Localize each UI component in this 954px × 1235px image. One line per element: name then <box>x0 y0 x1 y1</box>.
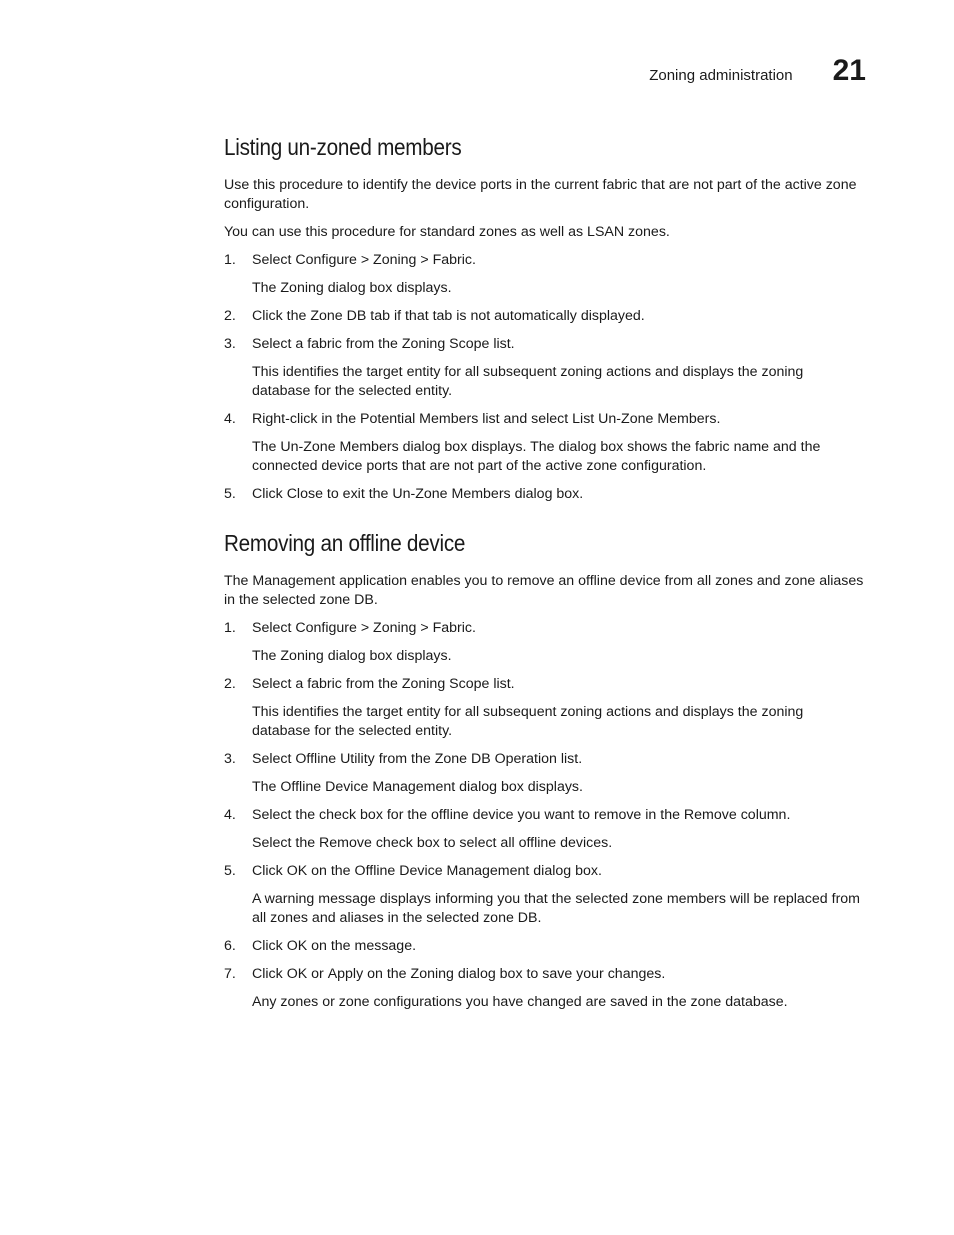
step-text <box>252 862 602 881</box>
step-line <box>224 251 864 270</box>
step-line <box>224 937 864 956</box>
step-text <box>252 806 790 825</box>
text-run: Click <box>252 938 287 954</box>
text-run: from the <box>374 751 435 767</box>
step-result-note <box>252 703 864 741</box>
step-result-note <box>252 279 864 298</box>
text-run: The <box>252 779 281 795</box>
step-number: 2. <box>224 676 236 692</box>
step-line <box>224 750 864 769</box>
procedure-step <box>224 675 864 741</box>
step-number: 5. <box>224 486 236 502</box>
text-run: Select <box>252 751 296 767</box>
ui-term: OK <box>286 863 308 879</box>
text-run: Click <box>252 966 287 982</box>
step-result-note <box>252 890 864 928</box>
ui-term: Un-Zone Members <box>280 439 399 455</box>
procedure-step <box>224 937 864 956</box>
step-number: 1. <box>224 252 236 268</box>
text-run: dialog box displays. <box>323 648 452 664</box>
step-result-note <box>252 993 864 1012</box>
text-run: Select the check box for the offline device you want to remove in the <box>252 807 684 823</box>
text-run: check box to select all offline devices. <box>371 835 613 851</box>
ui-term: Zone DB <box>310 308 367 324</box>
procedure-steps <box>224 251 864 504</box>
step-number: 7. <box>224 966 236 982</box>
text-run: Select a fabric from the <box>252 676 402 692</box>
procedure-step <box>224 806 864 853</box>
step-number: 3. <box>224 336 236 352</box>
step-text <box>252 750 582 769</box>
ui-term: Zoning <box>280 648 324 664</box>
step-text <box>252 335 515 354</box>
header-section-title: Zoning administration <box>649 67 793 84</box>
text-run: Select <box>252 252 296 268</box>
text-run: This identifies the target entity for all subsequent zoning actions and displays the zoning database for the selected entity. <box>252 364 804 399</box>
text-run: tab if that tab is not automatically displayed. <box>366 308 645 324</box>
text-run: or <box>307 966 328 982</box>
text-run: Click the <box>252 308 311 324</box>
procedure-step <box>224 485 864 504</box>
step-text <box>252 937 416 956</box>
ui-term: Remove <box>319 835 372 851</box>
header-chapter-number: 21 <box>832 54 866 87</box>
text-run: Any zones or zone configurations you have changed are saved in the zone database. <box>252 994 788 1010</box>
ui-term: Apply <box>327 966 364 982</box>
ui-term: Zoning <box>280 280 324 296</box>
section-heading: Removing an offline device <box>224 530 466 556</box>
step-line <box>224 619 864 638</box>
running-header <box>649 54 866 88</box>
text-run: The <box>252 648 281 664</box>
ui-term: Zoning Scope <box>401 336 490 352</box>
step-line <box>224 806 864 825</box>
text-run: The <box>252 280 281 296</box>
step-result-note <box>252 363 864 401</box>
procedure-step <box>224 965 864 1012</box>
text-run: dialog box displays. The dialog box shows the fabric name and the connected device ports that are not part of the active zone configuration. <box>252 439 821 474</box>
step-line <box>224 862 864 881</box>
section-heading: Listing un-zoned members <box>224 134 462 160</box>
text-run: list. <box>556 751 583 767</box>
step-number: 6. <box>224 938 236 954</box>
text-run: dialog box displays. <box>323 280 452 296</box>
ui-term: Configure > Zoning > Fabric <box>295 620 473 636</box>
step-text <box>252 619 476 638</box>
text-run: dialog box. <box>529 863 602 879</box>
text-run: Right-click in the <box>252 411 361 427</box>
step-text <box>252 410 720 429</box>
text-run: Select a fabric from the <box>252 336 402 352</box>
step-line <box>224 485 864 504</box>
step-result-note <box>252 438 864 476</box>
step-number: 1. <box>224 620 236 636</box>
page-content <box>224 130 864 1012</box>
step-line <box>224 307 864 326</box>
text-run: This identifies the target entity for all subsequent zoning actions and displays the zoning database for the selected entity. <box>252 704 804 739</box>
text-run: Click <box>252 863 287 879</box>
ui-term: OK <box>286 938 308 954</box>
text-run: Select the <box>252 835 320 851</box>
step-number: 5. <box>224 863 236 879</box>
text-run: list and select <box>478 411 573 427</box>
text-run: list. <box>489 676 515 692</box>
text-run: column. <box>736 807 791 823</box>
ui-term: Un-Zone Members <box>392 486 511 502</box>
text-run: dialog box displays. <box>455 779 583 795</box>
step-number: 2. <box>224 308 236 324</box>
ui-term: Offline Utility <box>295 751 375 767</box>
step-line <box>224 335 864 354</box>
step-result-note <box>252 647 864 666</box>
ui-term: Close <box>286 486 323 502</box>
procedure-step <box>224 619 864 666</box>
text-run: . <box>472 620 476 636</box>
step-number: 4. <box>224 411 236 427</box>
text-run: to exit the <box>322 486 393 502</box>
ui-term: Zone DB Operation <box>434 751 557 767</box>
step-line <box>224 410 864 429</box>
text-run: dialog box to save your changes. <box>453 966 666 982</box>
step-text <box>252 307 645 326</box>
step-text <box>252 675 515 694</box>
step-result-note <box>252 778 864 797</box>
step-text <box>252 251 476 270</box>
text-run: . <box>472 252 476 268</box>
step-line <box>224 675 864 694</box>
text-run: list. <box>489 336 515 352</box>
intro-paragraph: You can use this procedure for standard zones as well as LSAN zones. <box>224 224 670 240</box>
text-run: Select <box>252 620 296 636</box>
ui-term: OK <box>286 966 308 982</box>
procedure-step <box>224 335 864 401</box>
text-run: on the message. <box>307 938 417 954</box>
text-run: on the <box>307 863 355 879</box>
text-run: The <box>252 439 281 455</box>
step-text <box>252 965 665 984</box>
ui-term: Offline Device Management <box>280 779 456 795</box>
ui-term: Offline Device Management <box>354 863 530 879</box>
ui-term: Zoning Scope <box>401 676 490 692</box>
procedure-step <box>224 750 864 797</box>
procedure-steps <box>224 619 864 1012</box>
text-run: A warning message displays informing you that the selected zone members will be replaced from all zones and aliases in the selected zone DB. <box>252 891 860 926</box>
text-run: . <box>716 411 721 427</box>
step-number: 4. <box>224 807 236 823</box>
procedure-step <box>224 307 864 326</box>
procedure-step <box>224 251 864 298</box>
step-number: 3. <box>224 751 236 767</box>
text-run: Click <box>252 486 287 502</box>
step-line <box>224 965 864 984</box>
step-text <box>252 485 583 504</box>
ui-term: Zoning <box>410 966 454 982</box>
ui-term: Configure > Zoning > Fabric <box>295 252 473 268</box>
procedure-step <box>224 862 864 928</box>
ui-term: List Un-Zone Members <box>572 411 717 427</box>
intro-paragraph: Use this procedure to identify the device ports in the current fabric that are not part of the active zone configuration. <box>224 177 857 212</box>
text-run: dialog box. <box>510 486 584 502</box>
ui-term: Remove <box>683 807 737 823</box>
procedure-step <box>224 410 864 476</box>
intro-paragraph: The Management application enables you to remove an offline device from all zones and zone aliases in the selected zone DB. <box>224 573 864 608</box>
ui-term: Potential Members <box>360 411 479 427</box>
text-run: on the <box>363 966 411 982</box>
step-result-note <box>252 834 864 853</box>
